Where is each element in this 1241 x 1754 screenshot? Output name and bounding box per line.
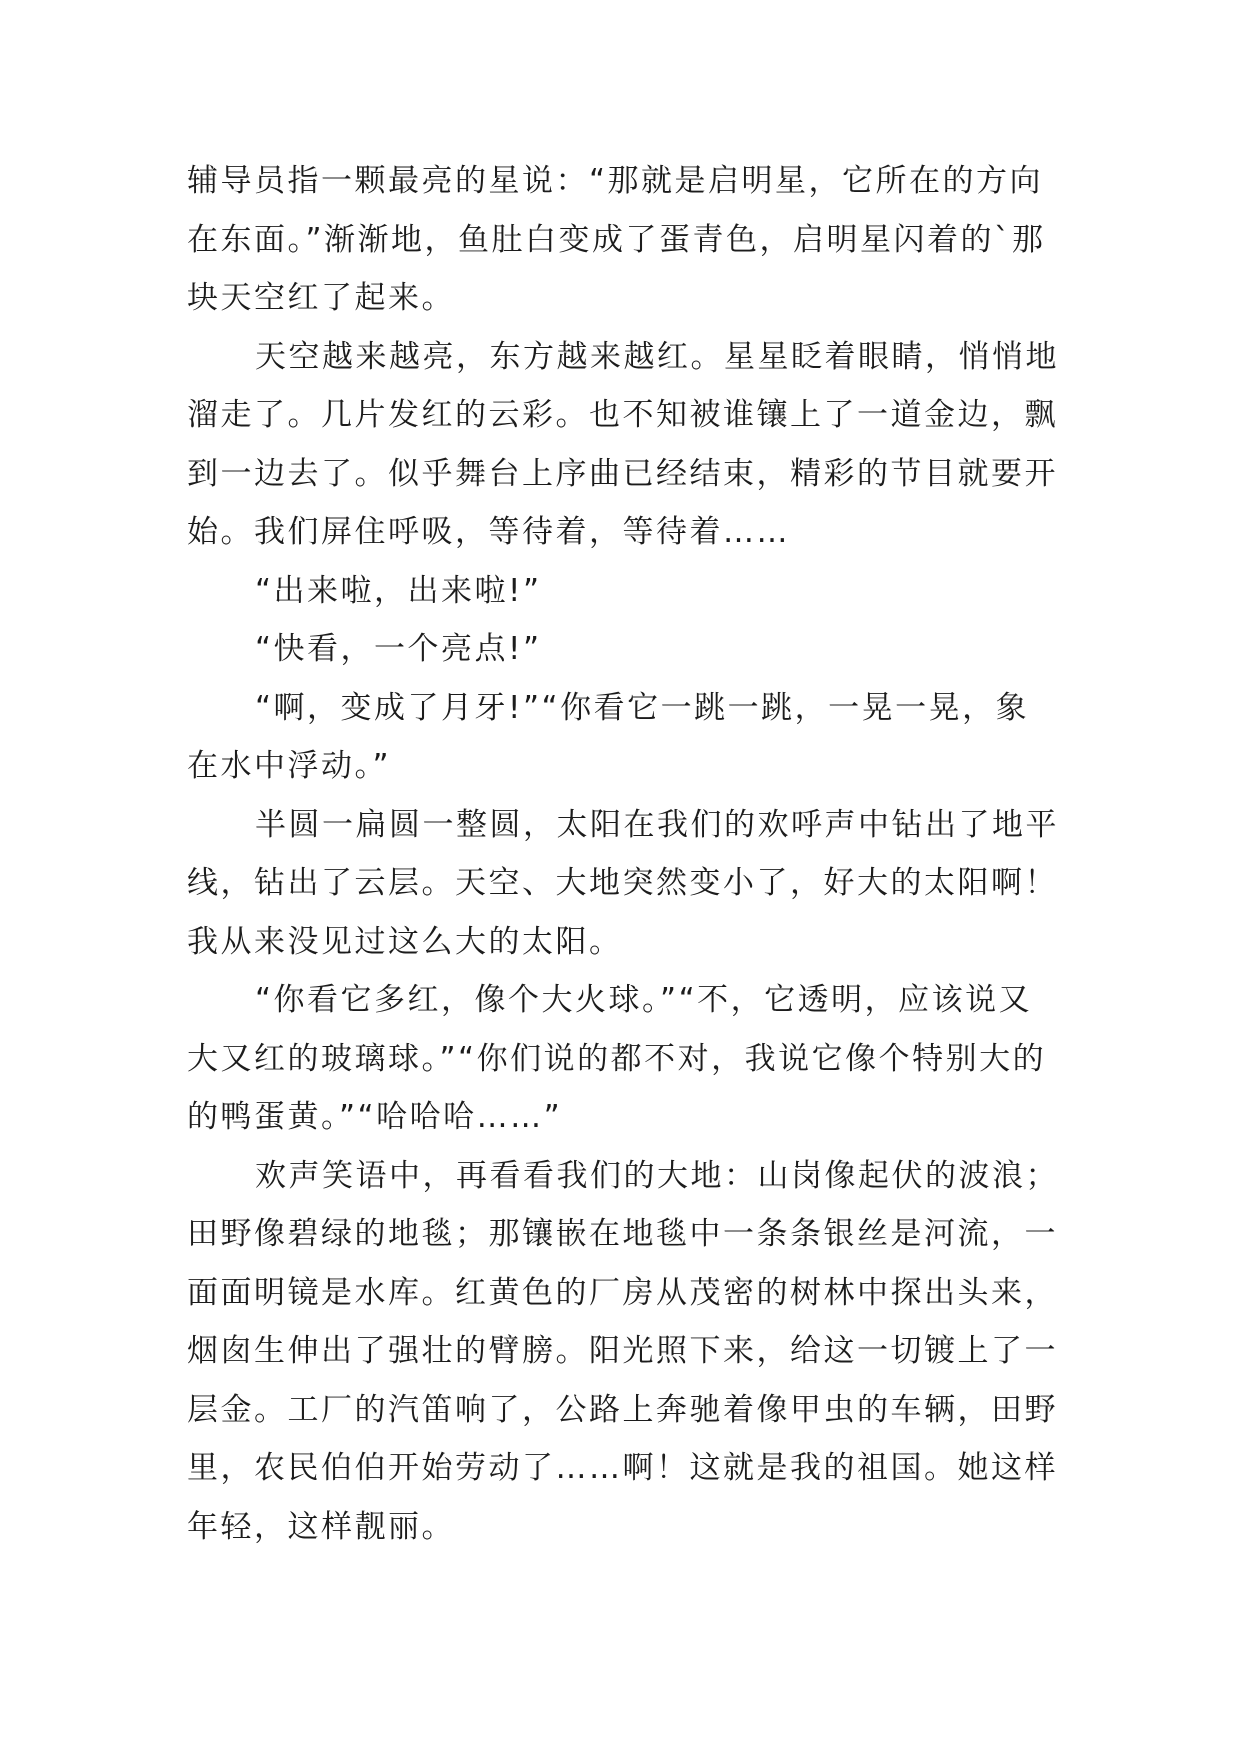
text-line: 线，钻出了云层。天空、大地突然变小了，好大的太阳啊！: [187, 865, 1058, 901]
document-body: [187, 152, 1067, 1556]
text-line: 我从来没见过这么大的太阳。: [187, 923, 623, 960]
text-line: 天空越来越亮，东方越来越红。星星眨着眼睛，悄悄地: [255, 338, 1059, 375]
text-line: 欢声笑语中，再看看我们的大地：山岗像起伏的波浪；: [255, 1157, 1059, 1194]
text-line: 层金。工厂的汽笛响了，公路上奔驰着像甲虫的车辆，田野: [187, 1391, 1058, 1428]
text-line: 在水中浮动。”: [187, 748, 392, 784]
text-line: 烟囱生伸出了强壮的臂膀。阳光照下来，给这一切镀上了一: [187, 1333, 1058, 1369]
text-line: 的鸭蛋黄。”“哈哈哈……”: [187, 1099, 563, 1135]
text-line: 大又红的玻璃球。”“你们说的都不对，我说它像个特别大的: [187, 1040, 1047, 1077]
text-line: 半圆一扁圆一整圆，太阳在我们的欢呼声中钻出了地平: [255, 806, 1059, 843]
text-line: 始。我们屏住呼吸，等待着，等待着……: [187, 514, 790, 550]
text-line: 辅导员指一颗最亮的星说：“那就是启明星，它所在的方向: [187, 163, 1044, 199]
text-line: 块天空红了起来。: [187, 280, 455, 316]
text-line: 面面明镜是水库。红黄色的厂房从茂密的树林中探出头来，: [187, 1274, 1058, 1311]
text-line: “出来啦，出来啦!”: [255, 572, 542, 609]
text-line: “你看它多红，像个大火球。”“不，它透明，应该说又: [255, 982, 1033, 1018]
text-line: 溜走了。几片发红的云彩。也不知被谁镶上了一道金边，飘: [187, 397, 1058, 433]
text-line: 年轻，这样靓丽。: [187, 1508, 455, 1545]
text-line: “快看，一个亮点!”: [255, 631, 542, 667]
text-line: 在东面。”渐渐地，鱼肚白变成了蛋青色，启明星闪着的`那: [187, 221, 1046, 258]
text-line: 到一边去了。似乎舞台上序曲已经结束，精彩的节目就要开: [187, 455, 1058, 492]
text-line: 里，农民伯伯开始劳动了……啊！这就是我的祖国。她这样: [187, 1450, 1058, 1486]
text-line: “啊，变成了月牙!”“你看它一跳一跳，一晃一晃，象: [255, 689, 1030, 726]
text-line: 田野像碧绿的地毯；那镶嵌在地毯中一条条银丝是河流，一: [187, 1216, 1058, 1252]
